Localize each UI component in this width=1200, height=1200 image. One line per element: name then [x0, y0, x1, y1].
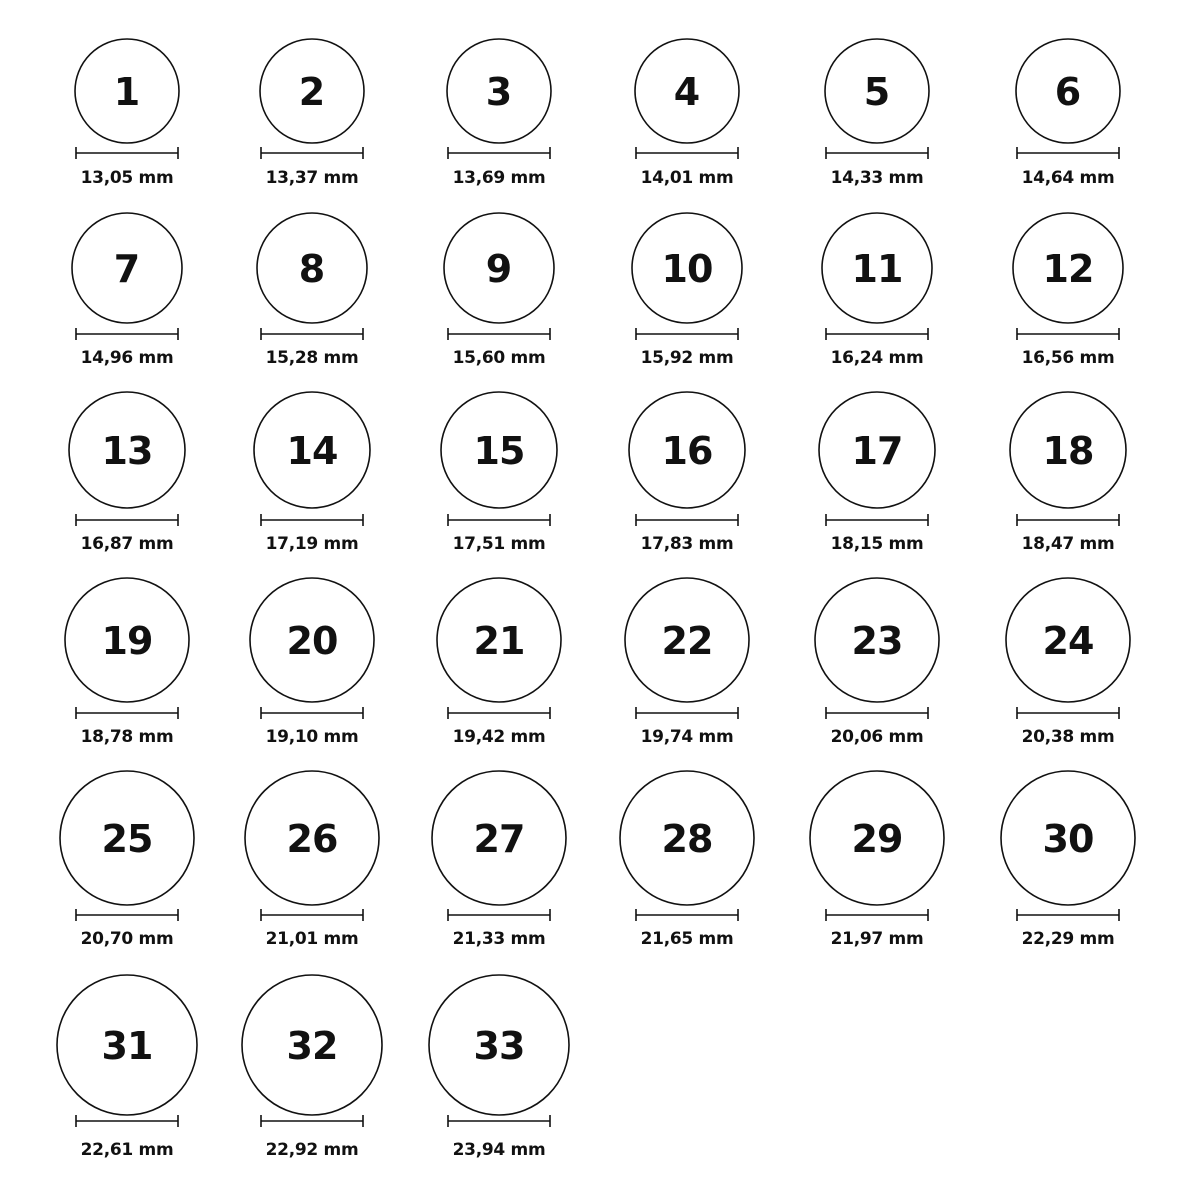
ring-size-number: 18 — [1042, 429, 1094, 473]
ring-diameter-label: 16,56 mm — [1021, 348, 1115, 368]
ring-size-number: 27 — [473, 817, 525, 861]
ring-size-number: 10 — [661, 247, 713, 291]
ring-size-number: 13 — [101, 429, 153, 473]
ring-size-number: 20 — [286, 619, 338, 663]
ring-size-number: 3 — [485, 70, 513, 114]
diameter-scale-bar — [448, 328, 550, 340]
ring-diameter-label: 16,24 mm — [830, 348, 924, 368]
ring-size-number: 15 — [473, 429, 525, 473]
ring-diameter-label: 13,05 mm — [80, 168, 174, 188]
diameter-scale-bar — [261, 147, 363, 159]
diameter-scale-bar — [1017, 707, 1119, 719]
diameter-scale-bar — [826, 707, 928, 719]
ring-diameter-label: 17,19 mm — [265, 534, 359, 554]
diameter-scale-bar — [76, 909, 178, 921]
ring-size-number: 23 — [851, 619, 903, 663]
ring-size-item — [1013, 213, 1123, 368]
diameter-scale-bar — [448, 909, 550, 921]
diameter-scale-bar — [76, 147, 178, 159]
diameter-scale-bar — [1017, 328, 1119, 340]
diameter-scale-bar — [76, 514, 178, 526]
ring-size-item — [257, 213, 367, 368]
ring-size-item — [1006, 578, 1130, 747]
ring-size-number: 33 — [473, 1024, 525, 1068]
diameter-scale-bar — [826, 909, 928, 921]
ring-size-item — [260, 39, 364, 188]
ring-size-number: 32 — [286, 1024, 338, 1068]
ring-diameter-label: 14,33 mm — [830, 168, 924, 188]
diameter-scale-bar — [636, 328, 738, 340]
diameter-scale-bar — [636, 147, 738, 159]
diameter-scale-bar — [1017, 514, 1119, 526]
ring-size-item — [632, 213, 742, 368]
ring-size-item — [65, 578, 189, 747]
ring-size-number: 12 — [1042, 247, 1094, 291]
diameter-scale-bar — [636, 707, 738, 719]
ring-size-item — [245, 771, 379, 949]
diameter-scale-bar — [448, 147, 550, 159]
diameter-scale-bar — [76, 1115, 178, 1127]
ring-diameter-label: 16,87 mm — [80, 534, 174, 554]
ring-diameter-label: 21,65 mm — [640, 929, 734, 949]
ring-diameter-label: 18,47 mm — [1021, 534, 1115, 554]
ring-diameter-label: 14,64 mm — [1021, 168, 1115, 188]
diameter-scale-bar — [76, 328, 178, 340]
diameter-scale-bar — [261, 707, 363, 719]
ring-size-number: 7 — [113, 247, 141, 291]
ring-size-item — [75, 39, 179, 188]
ring-size-number: 6 — [1054, 70, 1082, 114]
ring-size-item — [441, 392, 557, 554]
diameter-scale-bar — [448, 1115, 550, 1127]
diameter-scale-bar — [636, 909, 738, 921]
ring-size-item — [447, 39, 551, 188]
ring-size-number: 5 — [863, 70, 891, 114]
ring-diameter-label: 15,92 mm — [640, 348, 734, 368]
ring-size-number: 17 — [851, 429, 903, 473]
ring-size-number: 28 — [661, 817, 713, 861]
ring-size-number: 19 — [101, 619, 153, 663]
diameter-scale-bar — [76, 707, 178, 719]
ring-size-item — [72, 213, 182, 368]
ring-size-number: 24 — [1042, 619, 1094, 663]
ring-size-item — [250, 578, 374, 747]
diameter-scale-bar — [826, 147, 928, 159]
ring-diameter-label: 14,96 mm — [80, 348, 174, 368]
ring-diameter-label: 20,38 mm — [1021, 727, 1115, 747]
ring-diameter-label: 23,94 mm — [452, 1140, 546, 1160]
ring-diameter-label: 19,42 mm — [452, 727, 546, 747]
diameter-scale-bar — [448, 707, 550, 719]
ring-size-number: 31 — [101, 1024, 153, 1068]
ring-size-item — [1010, 392, 1126, 554]
ring-size-item — [1016, 39, 1120, 188]
ring-size-number: 2 — [298, 70, 326, 114]
ring-diameter-label: 13,37 mm — [265, 168, 359, 188]
ring-size-item — [429, 975, 569, 1160]
ring-size-number: 26 — [286, 817, 338, 861]
ring-size-item — [432, 771, 566, 949]
ring-size-number: 1 — [113, 70, 141, 114]
ring-size-item — [629, 392, 745, 554]
ring-diameter-label: 20,06 mm — [830, 727, 924, 747]
diameter-scale-bar — [261, 1115, 363, 1127]
diameter-scale-bar — [261, 514, 363, 526]
ring-diameter-label: 20,70 mm — [80, 929, 174, 949]
diameter-scale-bar — [636, 514, 738, 526]
ring-size-number: 9 — [485, 247, 513, 291]
ring-diameter-label: 15,28 mm — [265, 348, 359, 368]
ring-diameter-label: 18,15 mm — [830, 534, 924, 554]
ring-size-number: 22 — [661, 619, 713, 663]
ring-diameter-label: 21,97 mm — [830, 929, 924, 949]
ring-size-item — [444, 213, 554, 368]
ring-diameter-label: 22,92 mm — [265, 1140, 359, 1160]
diameter-scale-bar — [826, 514, 928, 526]
diameter-scale-bar — [261, 328, 363, 340]
ring-size-number: 11 — [851, 247, 903, 291]
diameter-scale-bar — [261, 909, 363, 921]
ring-size-item — [60, 771, 194, 949]
ring-size-number: 8 — [298, 247, 326, 291]
ring-size-number: 16 — [661, 429, 713, 473]
ring-diameter-label: 14,01 mm — [640, 168, 734, 188]
ring-size-item — [1001, 771, 1135, 949]
ring-diameter-label: 15,60 mm — [452, 348, 546, 368]
diameter-scale-bar — [448, 514, 550, 526]
ring-size-number: 14 — [286, 429, 338, 473]
ring-size-item — [815, 578, 939, 747]
ring-diameter-label: 18,78 mm — [80, 727, 174, 747]
ring-size-number: 25 — [101, 817, 153, 861]
ring-diameter-label: 19,74 mm — [640, 727, 734, 747]
ring-size-item — [242, 975, 382, 1160]
ring-size-number: 21 — [473, 619, 525, 663]
ring-size-item — [69, 392, 185, 554]
ring-diameter-label: 21,01 mm — [265, 929, 359, 949]
ring-diameter-label: 17,83 mm — [640, 534, 734, 554]
ring-size-item — [825, 39, 929, 188]
ring-diameter-label: 13,69 mm — [452, 168, 546, 188]
diameter-scale-bar — [826, 328, 928, 340]
ring-size-item — [620, 771, 754, 949]
ring-size-item — [625, 578, 749, 747]
ring-diameter-label: 22,29 mm — [1021, 929, 1115, 949]
ring-diameter-label: 19,10 mm — [265, 727, 359, 747]
ring-size-item — [635, 39, 739, 188]
ring-diameter-label: 17,51 mm — [452, 534, 546, 554]
ring-diameter-label: 21,33 mm — [452, 929, 546, 949]
ring-size-item — [254, 392, 370, 554]
ring-size-number: 4 — [673, 70, 701, 114]
ring-size-item — [810, 771, 944, 949]
ring-size-item — [437, 578, 561, 747]
ring-size-number: 30 — [1042, 817, 1094, 861]
ring-size-item — [57, 975, 197, 1160]
ring-size-item — [819, 392, 935, 554]
diameter-scale-bar — [1017, 909, 1119, 921]
diameter-scale-bar — [1017, 147, 1119, 159]
ring-diameter-label: 22,61 mm — [80, 1140, 174, 1160]
ring-size-number: 29 — [851, 817, 903, 861]
ring-size-item — [822, 213, 932, 368]
